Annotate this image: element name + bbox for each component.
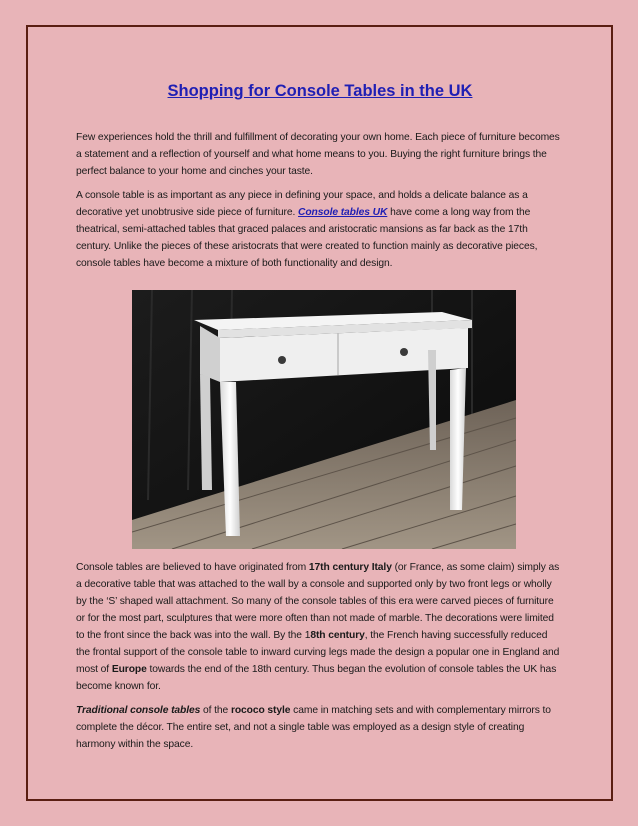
document-body [76, 76, 564, 760]
bold-rococo: rococo style [230, 705, 291, 716]
bold-italy: 17th century Italy [308, 562, 392, 573]
paragraph-console-table [76, 187, 564, 272]
paragraph-text: came in matching sets and with complementary mirrors to complete the décor. The entire set, and not a single table was employed as a design style of creating harmony within the space. [76, 705, 551, 750]
paragraph-text: Console tables are believed to have originated from [76, 562, 309, 573]
paragraph-history [76, 559, 564, 695]
paragraph-text: A console table is as important as any piece in defining your space, and holds a delicate balance as a decorative yet unobtrusive side piece of furniture. [76, 190, 528, 218]
bold-century: 8th century [310, 630, 365, 641]
paragraph-text: (or France, as some claim) simply as a decorative table that was attached to the wall by a console and supported only by two front legs or wholly by the ‘S’ shaped wall attachment. So many of the console tables of this era were carved pieces of furniture or for the most part, sculptures that were more often than not made of marble. The decorations were limited to the front since the back was into the wall. By the 1 [76, 562, 560, 641]
paragraph-text: of the [200, 705, 231, 716]
paragraph-text: have come a long way from the theatrical, semi-attached tables that graced palaces and aristocratic mansions as far back as the 17th century. Unlike the pieces of these aristocrats that were created to function mainly as decorative pieces, console tables have become a mixture of both functionality and design. [76, 207, 538, 269]
page-title [76, 79, 564, 103]
paragraph-text: towards the end of the 18th century. Thus began the evolution of console tables the UK has become known for. [76, 664, 557, 692]
console-table-photo [132, 290, 516, 549]
paragraph-text: , the French having successfully reduced the frontal support of the console table to inward curving legs made the design a popular one in England and most of [76, 630, 560, 675]
bold-traditional: Traditional console tables [76, 705, 201, 716]
paragraph-rococo [76, 702, 564, 753]
title-link[interactable]: Shopping for Console Tables in the UK [167, 82, 473, 100]
console-tables-uk-link[interactable]: Console tables UK [298, 207, 388, 218]
paragraph-intro: Few experiences hold the thrill and fulfillment of decorating your own home. Each piece of furniture becomes a statement and a reflection of yourself and what home means to you. Buying the right furniture brings the perfect balance to your home and cinches your taste. [76, 132, 560, 177]
console-table-illustration [132, 290, 516, 549]
bold-europe: Europe [111, 664, 147, 675]
